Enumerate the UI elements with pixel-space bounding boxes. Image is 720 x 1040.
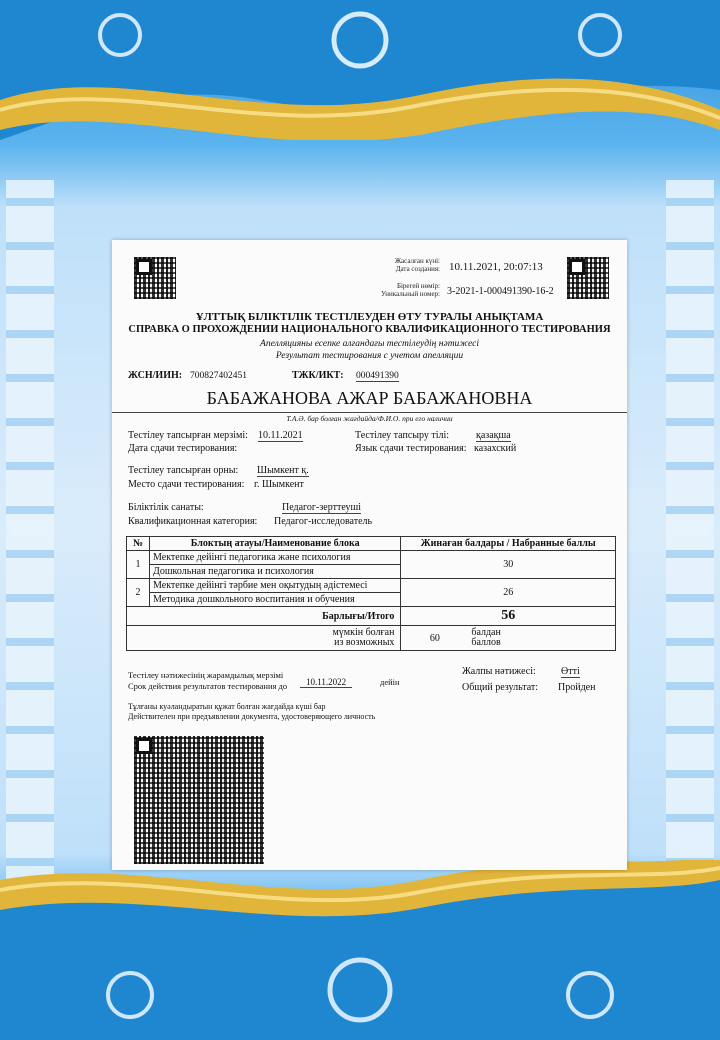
points-label-ru: баллов <box>471 637 501 648</box>
category-label-kz: Біліктілік санаты: <box>128 502 204 513</box>
qr-code-bottom <box>134 736 264 864</box>
ikt-value: 000491390 <box>356 371 399 381</box>
right-ornament-strip <box>666 180 714 880</box>
certificate-document <box>112 240 627 870</box>
title-kz: ҰЛТТЫҚ БІЛІКТІЛІК ТЕСТІЛЕУДЕН ӨТУ ТУРАЛЫ АНЫҚТАМА <box>195 311 544 323</box>
qr-code-top-left <box>134 257 176 299</box>
lang-label-ru: Язык сдачи тестирования: <box>355 443 467 454</box>
subtitle-kz: Апелляцияны есепке алғандағы тестілеудің нәтижесі <box>260 339 479 349</box>
row-block-kz: Мектепке дейінгі педагогика және психология <box>150 551 401 565</box>
validity-suffix: дейін <box>380 677 400 687</box>
ikt-label: ТЖК/ИКТ: <box>292 370 344 381</box>
date-label-ru: Дата сдачи тестирования: <box>128 443 238 454</box>
iin-value: 700827402451 <box>190 371 247 381</box>
place-label-ru: Место сдачи тестирования: <box>128 479 245 490</box>
col-num-header: № <box>127 537 150 551</box>
date-label-kz: Тестілеу тапсырған мерзімі: <box>128 430 248 441</box>
possible-label <box>127 626 401 651</box>
possible-label-kz: мүмкін болған <box>332 627 395 638</box>
title-ru: СПРАВКА О ПРОХОЖДЕНИИ НАЦИОНАЛЬНОГО КВАЛИФИКАЦИОННОГО ТЕСТИРОВАНИЯ <box>128 324 611 335</box>
unique-label-ru: Уникальный номер: <box>380 290 440 298</box>
validity-value: 10.11.2022 <box>300 677 352 688</box>
points-label-kz: балдан <box>471 627 501 638</box>
row-num: 1 <box>127 551 150 579</box>
total-row <box>127 607 616 626</box>
footer-note-ru: Действителен при предъявлении документа, удостоверяющего личность <box>128 712 376 721</box>
unique-label-kz: Бірегей нөмір: <box>396 282 440 290</box>
possible-value: 60 <box>401 626 468 651</box>
row-score: 26 <box>401 579 616 607</box>
top-ornament <box>0 0 720 140</box>
row-score: 30 <box>401 551 616 579</box>
points-label <box>468 626 615 651</box>
table-row <box>127 551 616 565</box>
subtitle-ru: Результат тестирования с учетом апелляции <box>275 351 464 361</box>
place-label-kz: Тестілеу тапсырған орны: <box>128 465 239 476</box>
lang-value-kz: қазақша <box>476 430 511 441</box>
table-row <box>127 579 616 593</box>
unique-number: 3-2021-1-000491390-16-2 <box>447 286 554 297</box>
left-ornament-strip <box>6 180 54 880</box>
person-name: БАБАЖАНОВА АЖАР БАБАЖАНОВНА <box>206 388 533 408</box>
created-label-ru: Дата создания: <box>395 265 440 273</box>
category-value-kz: Педагог-зерттеуші <box>282 502 362 513</box>
footer-note-kz: Тұлғаны куәландыратын құжат болған жағдайда күші бар <box>128 702 326 711</box>
lang-label-kz: Тестілеу тапсыру тілі: <box>355 430 450 441</box>
total-label: Барлығы/Итого <box>127 607 401 626</box>
row-block-kz: Мектепке дейінгі тәрбие мен оқытудың әдістемесі <box>150 579 401 593</box>
col-score-header: Жинаған балдары / Набранные баллы <box>401 537 616 551</box>
qr-code-top-right <box>567 257 609 299</box>
blocks-table <box>126 536 616 651</box>
validity-label-ru: Срок действия результатов тестирования до <box>128 681 288 691</box>
col-block-header: Блоктың атауы/Наименование блока <box>150 537 401 551</box>
result-value-kz: Өтті <box>561 666 580 677</box>
category-label-ru: Квалификационная категория: <box>128 516 258 527</box>
result-value-ru: Пройден <box>558 682 596 693</box>
row-block-ru: Дошкольная педагогика и психология <box>150 565 401 579</box>
row-num: 2 <box>127 579 150 607</box>
person-caption: Т.А.Ә. бар болған жағдайда/Ф.И.О. при его наличии <box>112 412 627 423</box>
created-value: 10.11.2021, 20:07:13 <box>449 261 543 273</box>
place-value-ru: г. Шымкент <box>254 479 304 490</box>
date-value: 10.11.2021 <box>258 430 303 441</box>
result-label-kz: Жалпы нәтижесі: <box>462 666 536 677</box>
possible-row <box>127 626 616 651</box>
row-block-ru: Методика дошкольного воспитания и обучения <box>150 593 401 607</box>
category-value-ru: Педагог-исследователь <box>274 516 373 527</box>
lang-value-ru: казахский <box>474 443 517 454</box>
validity-label-kz: Тестілеу нәтижесінің жарамдылық мерзімі <box>128 670 284 680</box>
iin-label: ЖСН/ИИН: <box>128 370 183 381</box>
possible-label-ru: из возможных <box>334 637 395 648</box>
place-value-kz: Шымкент қ. <box>257 465 309 476</box>
bottom-ornament <box>0 860 720 1040</box>
total-value: 56 <box>401 607 616 626</box>
result-label-ru: Общий результат: <box>462 682 539 693</box>
created-label-kz: Жасалған күні: <box>394 257 440 265</box>
